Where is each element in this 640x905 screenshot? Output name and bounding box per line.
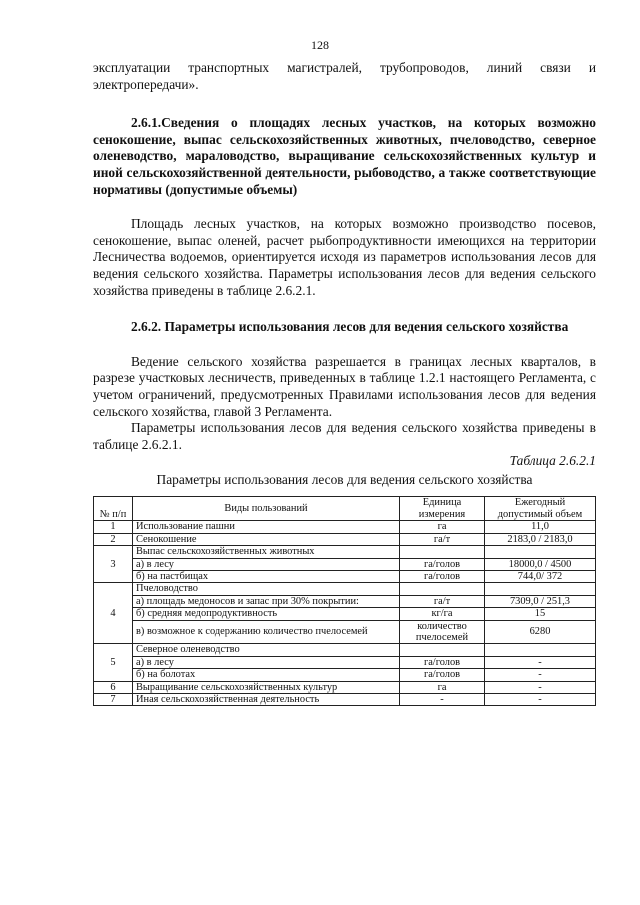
cell-unit: кг/га <box>400 608 485 620</box>
table-row <box>94 620 596 644</box>
cell-volume: - <box>485 656 596 668</box>
header-volume: Ежегодный допустимый объем <box>485 497 596 521</box>
cell-kind: Использование пашни <box>133 521 400 533</box>
cell-kind: Выращивание сельскохозяйственных культур <box>133 681 400 693</box>
cell-volume: - <box>485 669 596 681</box>
table-row <box>94 644 596 656</box>
cell-volume: 744,0/ 372 <box>485 570 596 582</box>
cell-unit: га <box>400 681 485 693</box>
cell-kind: Иная сельскохозяйственная деятельность <box>133 693 400 705</box>
cell-unit <box>400 583 485 595</box>
cell-num: 3 <box>94 546 133 583</box>
header-num: № п/п <box>94 497 133 521</box>
table-row <box>94 583 596 595</box>
cell-volume: 18000,0 / 4500 <box>485 558 596 570</box>
cell-kind: Выпас сельскохозяйственных животных <box>133 546 400 558</box>
cell-volume <box>485 644 596 656</box>
cell-volume <box>485 546 596 558</box>
cell-unit: га/голов <box>400 570 485 582</box>
cell-unit <box>400 644 485 656</box>
table-row <box>94 570 596 582</box>
table-label: Таблица 2.6.2.1 <box>509 453 596 469</box>
cell-num: 2 <box>94 533 133 545</box>
cell-volume: - <box>485 693 596 705</box>
cell-kind: б) на болотах <box>133 669 400 681</box>
continuation-paragraph: эксплуатации транспортных магистралей, трубопроводов, линий связи и электропередачи». <box>93 60 596 92</box>
cell-volume: 2183,0 / 2183,0 <box>485 533 596 545</box>
cell-volume: 6280 <box>485 620 596 644</box>
table-row <box>94 681 596 693</box>
cell-unit: га/голов <box>400 669 485 681</box>
cell-volume: 11,0 <box>485 521 596 533</box>
cell-volume: - <box>485 681 596 693</box>
table-row <box>94 656 596 668</box>
cell-unit: количество пчелосемей <box>400 620 485 644</box>
cell-unit: - <box>400 693 485 705</box>
cell-volume <box>485 583 596 595</box>
table-row <box>94 595 596 607</box>
parameters-table <box>93 496 596 706</box>
cell-kind: Сенокошение <box>133 533 400 545</box>
section-heading-2-6-1: 2.6.1.Сведения о площадях лесных участков, на которых возможно сенокошение, выпас сельскохозяйственных животных, пчеловодство, северное оленеводство, мараловодство, выращивание сельскохозяйственных культур и иной сельскохозяйственной деятельности, рыбоводство, а также соответствующие нормативы (допустимые объемы) <box>93 115 596 197</box>
cell-kind: а) в лесу <box>133 558 400 570</box>
cell-unit: га/т <box>400 533 485 545</box>
paragraph-2-6-2-b: Параметры использования лесов для ведения сельского хозяйства приведены в таблице 2.6.2.1. <box>93 420 596 452</box>
cell-kind: в) возможное к содержанию количество пчелосемей <box>133 620 400 644</box>
table-row <box>94 669 596 681</box>
section-heading-2-6-2: 2.6.2. Параметры использования лесов для ведения сельского хозяйства <box>131 319 569 335</box>
cell-kind: а) площадь медоносов и запас при 30% покрытии: <box>133 595 400 607</box>
cell-unit: га/голов <box>400 656 485 668</box>
cell-num: 6 <box>94 681 133 693</box>
paragraph-2-6-2-a: Ведение сельского хозяйства разрешается в границах лесных кварталов, в разрезе участковых лесничеств, приведенных в таблице 1.2.1 настоящего Регламента, с учетом ограничений, предусмотренных Правилами использования лесов для ведения сельского хозяйства, главой 3 Регламента. <box>93 353 596 419</box>
table-row <box>94 608 596 620</box>
cell-num: 5 <box>94 644 133 681</box>
cell-num: 1 <box>94 521 133 533</box>
cell-kind: б) на пастбищах <box>133 570 400 582</box>
cell-volume: 15 <box>485 608 596 620</box>
table-row <box>94 521 596 533</box>
table-row <box>94 533 596 545</box>
cell-kind: Северное оленеводство <box>133 644 400 656</box>
cell-num: 7 <box>94 693 133 705</box>
cell-unit: га <box>400 521 485 533</box>
page-number: 128 <box>311 38 329 52</box>
cell-kind: б) средняя медопродуктивность <box>133 608 400 620</box>
table-row <box>94 693 596 705</box>
cell-kind: а) в лесу <box>133 656 400 668</box>
document-body <box>93 60 596 706</box>
cell-kind: Пчеловодство <box>133 583 400 595</box>
header-kind: Виды пользований <box>133 497 400 521</box>
cell-unit <box>400 546 485 558</box>
table-title: Параметры использования лесов для ведения сельского хозяйства <box>156 471 533 487</box>
cell-num: 4 <box>94 583 133 644</box>
table-row <box>94 546 596 558</box>
table-header-row <box>94 497 596 521</box>
cell-unit: га/т <box>400 595 485 607</box>
cell-unit: га/голов <box>400 558 485 570</box>
table-row <box>94 558 596 570</box>
header-unit: Единица измерения <box>400 497 485 521</box>
paragraph-2-6-1: Площадь лесных участков, на которых возможно производство посевов, сенокошение, выпас оленей, расчет рыбопродуктивности имеющихся на территории Лесничества водоемов, ориентируется исходя из параметров использования лесов для ведения сельского хозяйства. Параметры использования лесов для ведения сельского хозяйства приведены в таблице 2.6.2.1. <box>93 216 596 298</box>
cell-volume: 7309,0 / 251,3 <box>485 595 596 607</box>
